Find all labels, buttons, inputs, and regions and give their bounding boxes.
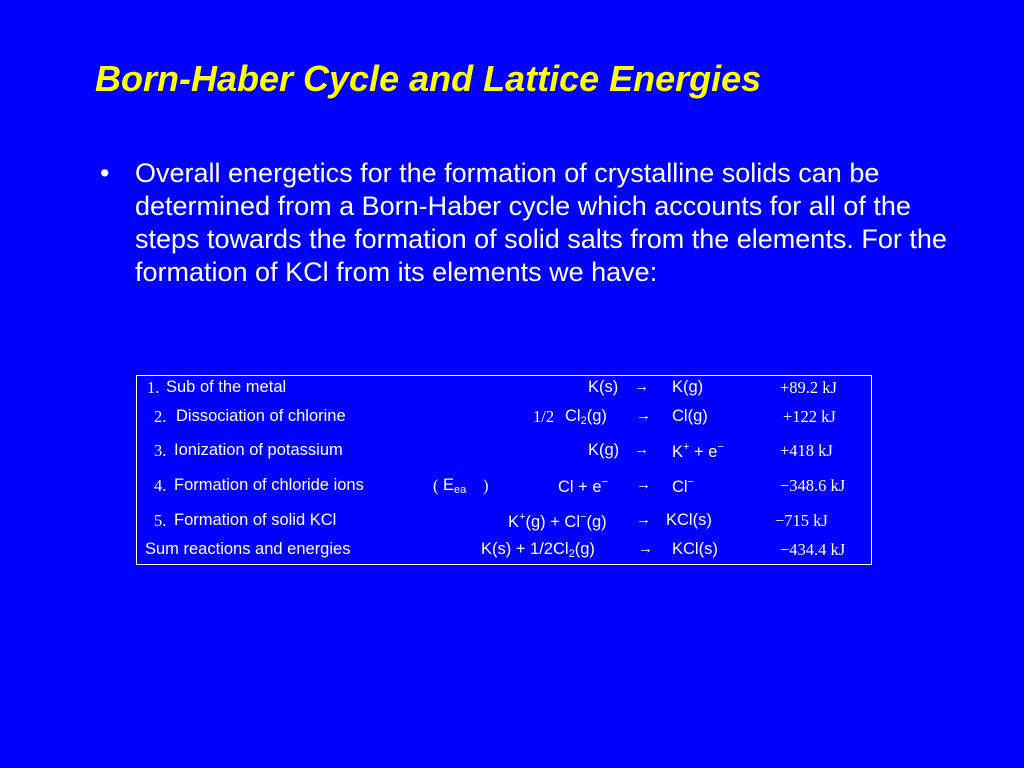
step-number: 4. xyxy=(154,476,167,495)
reaction-energy: +122 kJ xyxy=(783,407,836,426)
table-row xyxy=(137,511,873,535)
reaction-energy: −715 kJ xyxy=(775,511,828,530)
reaction-table xyxy=(136,375,872,565)
step-label: Formation of solid KCl xyxy=(174,511,337,529)
reaction-lhs: K(s) xyxy=(588,378,619,396)
reaction-energy: +89.2 kJ xyxy=(780,378,837,397)
table-row xyxy=(137,476,873,500)
reaction-lhs: K(g) xyxy=(588,441,620,459)
bullet-text: Overall energetics for the formation of crystalline solids can be determined from a Born-Haber cycle which accounts for all of the steps towards the formation of solid salts from the elements. For the formation of KCl from its elements we have: xyxy=(135,158,947,287)
reaction-energy: −434.4 kJ xyxy=(780,540,846,559)
eea-paren-close: ) xyxy=(483,476,489,495)
reaction-rhs: K+ + e− xyxy=(672,441,724,461)
reaction-energy: −348.6 kJ xyxy=(780,476,846,495)
reaction-energy: +418 kJ xyxy=(780,441,833,460)
step-label: Sub of the metal xyxy=(166,378,287,396)
step-number: 5. xyxy=(154,511,167,530)
table-row xyxy=(137,441,873,465)
reaction-arrow: → xyxy=(638,540,653,557)
step-number: 2. xyxy=(154,407,167,426)
reaction-arrow: → xyxy=(636,407,651,424)
table-row xyxy=(137,378,873,402)
step-label: Sum reactions and energies xyxy=(145,540,351,558)
reaction-lhs: Cl + e− xyxy=(558,476,608,496)
reaction-coefficient: 1/2 xyxy=(533,407,555,426)
step-number: 1. xyxy=(147,378,160,397)
reaction-arrow: → xyxy=(636,511,651,528)
electron-affinity-symbol: $E_{ea}$ xyxy=(443,476,467,496)
step-label: Ionization of potassium xyxy=(174,441,343,459)
reaction-rhs: KCl(s) xyxy=(672,540,718,558)
reaction-rhs: Cl(g) xyxy=(672,407,708,425)
reaction-rhs: KCl(s) xyxy=(666,511,712,529)
step-number: 3. xyxy=(154,441,167,460)
reaction-lhs: $K(s) + 1/2Cl_2(g)$ xyxy=(481,540,595,560)
step-label: Dissociation of chlorine xyxy=(176,407,346,425)
step-label: Formation of chloride ions xyxy=(174,476,364,494)
reaction-rhs: Cl− xyxy=(672,476,695,496)
reaction-lhs: K+(g) + Cl−(g) xyxy=(508,511,607,531)
table-row xyxy=(137,540,873,564)
bullet-marker: • xyxy=(100,158,110,188)
reaction-arrow: → xyxy=(634,441,649,458)
reaction-arrow: → xyxy=(636,476,651,493)
reaction-lhs: $Cl_2(g)$ xyxy=(565,407,607,427)
slide-title: Born-Haber Cycle and Lattice Energies xyxy=(95,58,762,99)
reaction-rhs: K(g) xyxy=(672,378,704,396)
reaction-arrow: → xyxy=(634,378,649,395)
table-row xyxy=(137,407,873,431)
eea-paren-open: ( xyxy=(433,476,439,495)
bullet-point xyxy=(100,157,980,289)
